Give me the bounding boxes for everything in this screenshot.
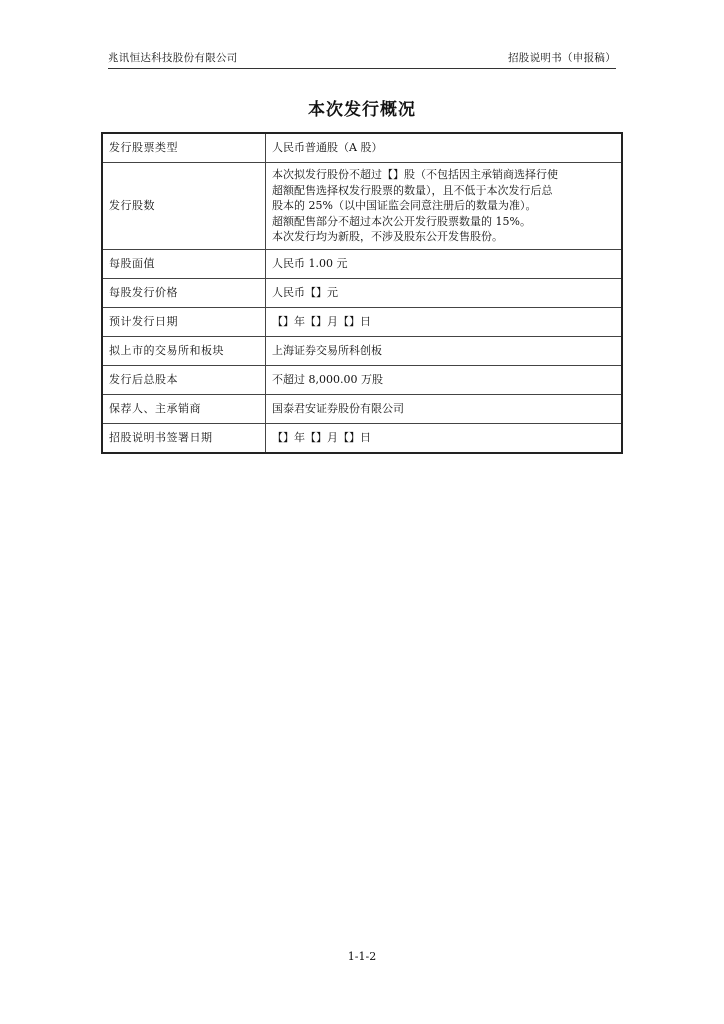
value-line: 不超过 8,000.00 万股: [272, 373, 383, 387]
row-value: [266, 250, 623, 279]
row-value: [266, 279, 623, 308]
page-header: [108, 50, 616, 69]
row-value: [266, 395, 623, 424]
row-label: 发行股票类型: [102, 133, 266, 163]
value-line: 【】年【】月【】日: [272, 431, 371, 445]
value-line: 本次拟发行股份不超过【】股（不包括因主承销商选择行使: [272, 168, 558, 182]
table-row: [102, 133, 622, 163]
row-label: 每股发行价格: [102, 279, 266, 308]
row-label: 保荐人、主承销商: [102, 395, 266, 424]
section-title: 本次发行概况: [308, 100, 416, 120]
offering-overview-table: [101, 132, 623, 454]
table-row: [102, 308, 622, 337]
row-label: 发行后总股本: [102, 366, 266, 395]
row-value: [266, 163, 623, 250]
table-row: [102, 163, 622, 250]
document-type: 招股说明书（申报稿）: [508, 52, 616, 64]
company-name: 兆讯恒达科技股份有限公司: [108, 52, 238, 64]
value-line: 人民币普通股（A 股）: [272, 141, 383, 155]
table-row: [102, 366, 622, 395]
table-row: [102, 395, 622, 424]
row-label: 每股面值: [102, 250, 266, 279]
value-line: 超额配售部分不超过本次公开发行股票数量的 15%。: [272, 214, 531, 228]
row-label: 招股说明书签署日期: [102, 424, 266, 454]
table-row: [102, 250, 622, 279]
value-line: 人民币【】元: [272, 286, 338, 300]
row-value: [266, 308, 623, 337]
row-value: [266, 424, 623, 454]
page-number: 1-1-2: [347, 950, 377, 963]
value-line: 超额配售选择权发行股票的数量），且不低于本次发行后总: [272, 183, 553, 197]
table-row: [102, 279, 622, 308]
row-label: 预计发行日期: [102, 308, 266, 337]
value-line: 股本的 25%（以中国证监会同意注册后的数量为准）。: [272, 199, 537, 213]
value-line: 人民币 1.00 元: [272, 257, 348, 271]
value-line: 【】年【】月【】日: [272, 315, 371, 329]
value-line: 上海证券交易所科创板: [272, 344, 382, 358]
value-line: 本次发行均为新股，不涉及股东公开发售股份。: [272, 230, 503, 244]
table-row: [102, 424, 622, 454]
table-row: [102, 337, 622, 366]
row-label: 拟上市的交易所和板块: [102, 337, 266, 366]
row-value: [266, 366, 623, 395]
row-value: [266, 337, 623, 366]
row-label: 发行股数: [102, 163, 266, 250]
row-value: [266, 133, 623, 163]
value-line: 国泰君安证券股份有限公司: [272, 402, 404, 416]
